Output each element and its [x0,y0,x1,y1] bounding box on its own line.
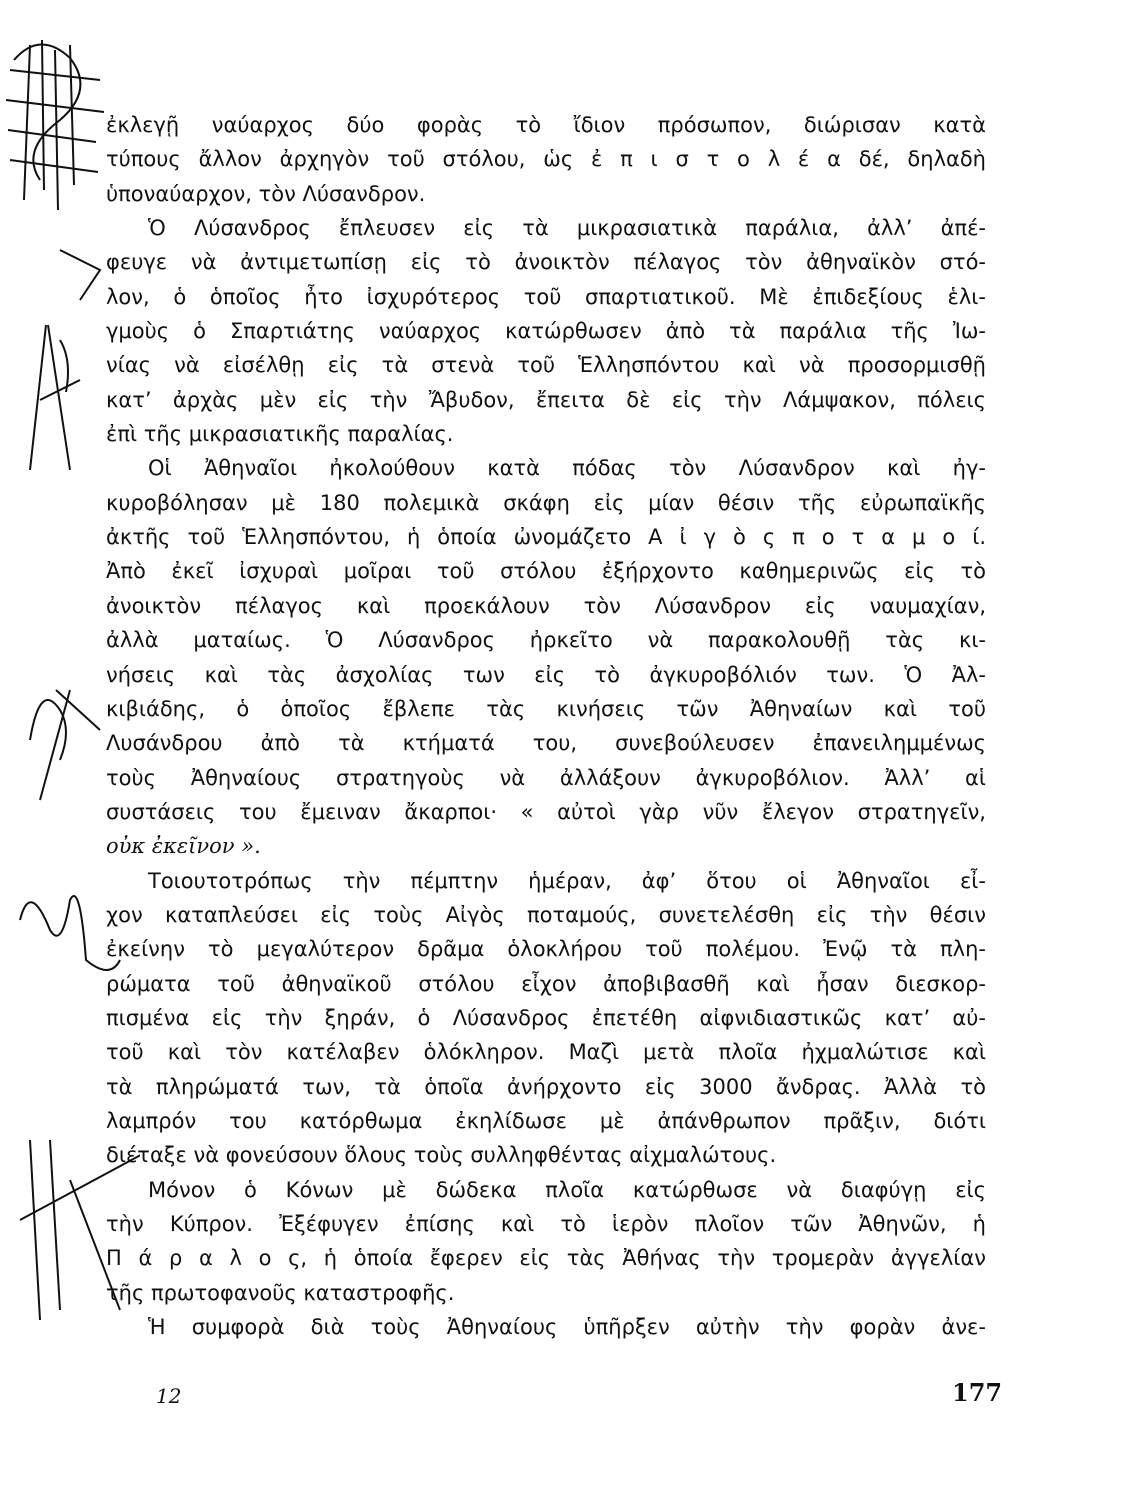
text-line: Μόνον ὁ Κόνων μὲ δώδεκα πλοῖα κατώρθωσε νὰ διαφύγῃ εἰς [148,1177,986,1202]
text-line: Οἱ Ἀθηναῖοι ἠκολούθουν κατὰ πόδας τὸν Λύσανδρον καὶ ἠγ- [148,456,986,481]
text-line: διέταξε νὰ φονεύσουν ὅλους τοὺς συλληφθέντας αἰχμαλώτους. [106,1143,777,1168]
text-line: ἀνοικτὸν πέλαγος καὶ προεκάλουν τὸν Λύσανδρον εἰς ναυμαχίαν, [106,593,986,618]
text-line: κιβιάδης, ὁ ὁποῖος ἔβλεπε τὰς κινήσεις τῶν Ἀθηναίων καὶ τοῦ [106,696,986,721]
body-text [106,108,986,1344]
text-line: ὑποναύαρχον, τὸν Λύσανδρον. [106,181,426,206]
text-line: πισμένα εἰς τὴν ξηράν, ὁ Λύσανδρος ἐπετέθη αἰφνιδιαστικῶς κατ’ αὐ- [106,1005,986,1030]
text-line: τοὺς Ἀθηναίους στρατηγοὺς νὰ ἀλλάξουν ἀγκυροβόλιον. Ἀλλ’ αἱ [106,765,986,790]
text-line: τῆς πρωτοφανοῦς καταστροφῆς. [106,1280,455,1305]
text-line: τύπους ἄλλον ἀρχηγὸν τοῦ στόλου, ὡς ἐ π ι σ τ ο λ έ α δέ, δηλαδὴ [106,147,986,172]
text-line: συστάσεις του ἔμειναν ἄκαρποι· « αὐτοὶ γὰρ νῦν ἔλεγον στρατηγεῖν, [106,799,986,824]
text-line: νίας νὰ εἰσέλθῃ εἰς τὰ στενὰ τοῦ Ἑλλησπόντου καὶ νὰ προσορμισθῇ [106,353,986,378]
text-line: φευγε νὰ ἀντιμετωπίσῃ εἰς τὸ ἀνοικτὸν πέλαγος τὸν ἀθηναϊκὸν στό- [106,250,986,275]
text-line: ἐκλεγῇ ναύαρχος δύο φορὰς τὸ ἴδιον πρόσωπον, διώρισαν κατὰ [106,113,986,137]
text-line: οὐκ ἐκεῖνον ». [106,834,261,859]
text-line: χον καταπλεύσει εἰς τοὺς Αἰγὸς ποταμούς, συνετελέσθη εἰς τὴν θέσιν [106,902,986,927]
text-line: Λυσάνδρου ἀπὸ τὰ κτήματά του, συνεβούλευσεν ἐπανειλημμένως [106,731,986,756]
text-line: λον, ὁ ὁποῖος ἦτο ἰσχυρότερος τοῦ σπαρτιατικοῦ. Μὲ ἐπιδεξίους ἑλι- [106,284,986,309]
text-line: Ἡ συμφορὰ διὰ τοὺς Ἀθηναίους ὑπῆρξεν αὐτὴν τὴν φορὰν ἀνε- [148,1315,986,1340]
text-line: ἀλλὰ ματαίως. Ὁ Λύσανδρος ἠρκεῖτο νὰ παρακολουθῇ τὰς κι- [106,628,986,653]
text-line: Τοιουτοτρόπως τὴν πέμπτην ἡμέραν, ἀφ’ ὅτου οἱ Ἀθηναῖοι εἶ- [148,868,986,893]
text-line: Ἀπὸ ἐκεῖ ἰσχυραὶ μοῖραι τοῦ στόλου ἐξήρχοντο καθημερινῶς εἰς τὸ [106,559,986,584]
text-line: λαμπρόν του κατόρθωμα ἐκηλίδωσε μὲ ἀπάνθρωπον πρᾶξιν, διότι [106,1108,986,1133]
text-line: νήσεις καὶ τὰς ἀσχολίας των εἰς τὸ ἀγκυροβόλιόν των. Ὁ Ἀλ- [106,662,986,687]
text-line: ἐπὶ τῆς μικρασιατικῆς παραλίας. [106,422,454,447]
text-line: κατ’ ἀρχὰς μὲν εἰς τὴν Ἄβυδον, ἔπειτα δὲ εἰς τὴν Λάμψακον, πόλεις [106,387,986,412]
text-line: γμοὺς ὁ Σπαρτιάτης ναύαρχος κατώρθωσεν ἀπὸ τὰ παράλια τῆς Ἰω- [106,319,986,344]
text-line: ρώματα τοῦ ἀθηναϊκοῦ στόλου εἶχον ἀποβιβασθῆ καὶ ἦσαν διεσκορ- [106,971,986,996]
text-line: τὰ πληρώματά των, τὰ ὁποῖα ἀνήρχοντο εἰς 3000 ἄνδρας. Ἀλλὰ τὸ [106,1074,986,1099]
text-line: τοῦ καὶ τὸν κατέλαβεν ὁλόκληρον. Μαζὶ μετὰ πλοῖα ἠχμαλώτισε καὶ [106,1040,986,1065]
text-line: ἐκείνην τὸ μεγαλύτερον δρᾶμα ὁλοκλήρου τοῦ πολέμου. Ἐνῷ τὰ πλη- [106,937,986,962]
text-line: Π ά ρ α λ ο ς, ἡ ὁποία ἔφερεν εἰς τὰς Ἀθήνας τὴν τρομερὰν ἀγγελίαν [106,1246,986,1271]
signature-mark: 12 [156,1384,182,1408]
text-line: ἀκτῆς τοῦ Ἑλλησπόντου, ἡ ὁποία ὠνομάζετο Α ἰ γ ὸ ς π ο τ α μ ο ί. [106,525,986,550]
page-number: 177 [952,1378,1003,1407]
text-line: τὴν Κύπρον. Ἐξέφυγεν ἐπίσης καὶ τὸ ἱερὸν πλοῖον τῶν Ἀθηνῶν, ἡ [106,1212,986,1236]
text-line: Ὁ Λύσανδρος ἔπλευσεν εἰς τὰ μικρασιατικὰ παράλια, ἀλλ’ ἀπέ- [148,216,986,241]
text-line: κυροβόλησαν μὲ 180 πολεμικὰ σκάφη εἰς μίαν θέσιν τῆς εὐρωπαϊκῆς [106,490,986,515]
